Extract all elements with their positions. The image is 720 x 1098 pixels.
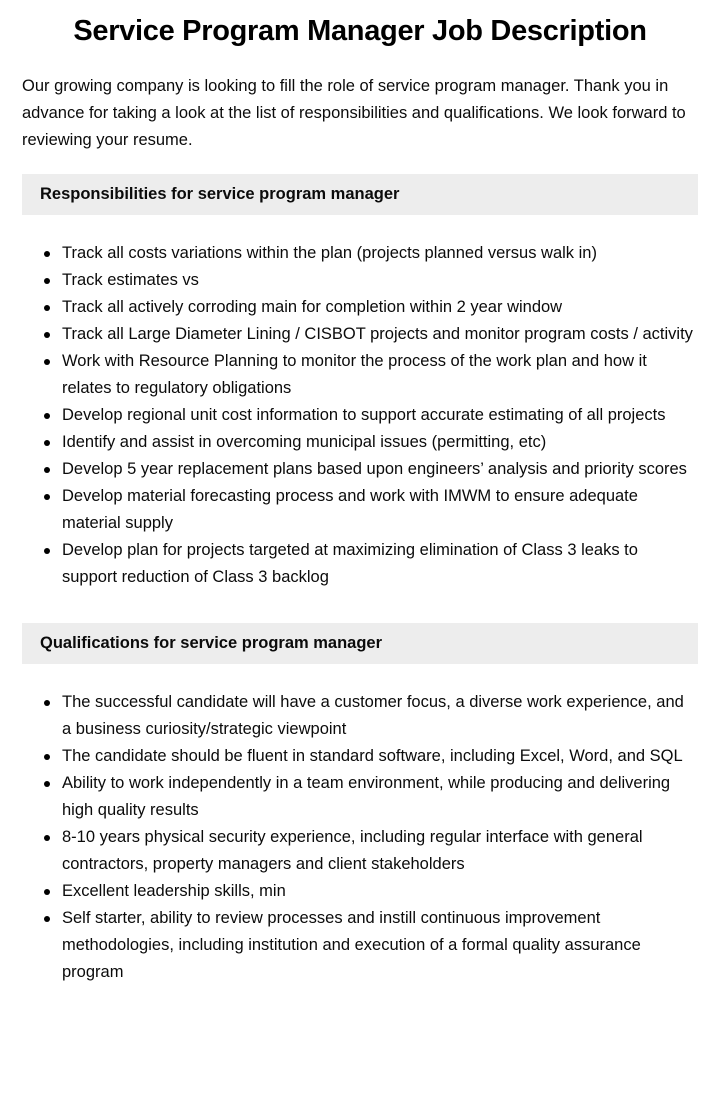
list-item: The candidate should be fluent in standard software, including Excel, Word, and SQL — [62, 743, 698, 770]
section-qualifications — [22, 623, 698, 986]
responsibilities-list — [22, 240, 698, 591]
responsibilities-heading: Responsibilities for service program manager — [22, 174, 698, 215]
job-description-page — [0, 14, 720, 1038]
list-item: Track all costs variations within the plan (projects planned versus walk in) — [62, 240, 698, 267]
intro-paragraph: Our growing company is looking to fill the role of service program manager. Thank you in advance for taking a look at the list of responsibilities and qualifications. We look forward to reviewing your resume. — [22, 76, 686, 149]
list-item: Ability to work independently in a team environment, while producing and delivering high quality results — [62, 770, 698, 824]
list-item: Track all Large Diameter Lining / CISBOT projects and monitor program costs / activity — [62, 321, 698, 348]
section-responsibilities — [22, 174, 698, 591]
list-item: Develop material forecasting process and work with IMWM to ensure adequate material supply — [62, 483, 698, 537]
list-item: Track estimates vs — [62, 267, 698, 294]
list-item: The successful candidate will have a customer focus, a diverse work experience, and a business curiosity/strategic viewpoint — [62, 689, 698, 743]
list-item: Track all actively corroding main for completion within 2 year window — [62, 294, 698, 321]
list-item: Develop 5 year replacement plans based upon engineers’ analysis and priority scores — [62, 456, 698, 483]
qualifications-heading: Qualifications for service program manager — [22, 623, 698, 664]
list-item: 8-10 years physical security experience, including regular interface with general contractors, property managers and client stakeholders — [62, 824, 698, 878]
list-item: Self starter, ability to review processes and instill continuous improvement methodologies, including institution and execution of a formal quality assurance program — [62, 905, 698, 986]
list-item: Identify and assist in overcoming municipal issues (permitting, etc) — [62, 429, 698, 456]
page-title: Service Program Manager Job Description — [73, 15, 647, 47]
qualifications-list — [22, 689, 698, 986]
list-item: Develop regional unit cost information to support accurate estimating of all projects — [62, 402, 698, 429]
list-item: Excellent leadership skills, min — [62, 878, 698, 905]
list-item: Develop plan for projects targeted at maximizing elimination of Class 3 leaks to support reduction of Class 3 backlog — [62, 537, 698, 591]
list-item: Work with Resource Planning to monitor the process of the work plan and how it relates to regulatory obligations — [62, 348, 698, 402]
